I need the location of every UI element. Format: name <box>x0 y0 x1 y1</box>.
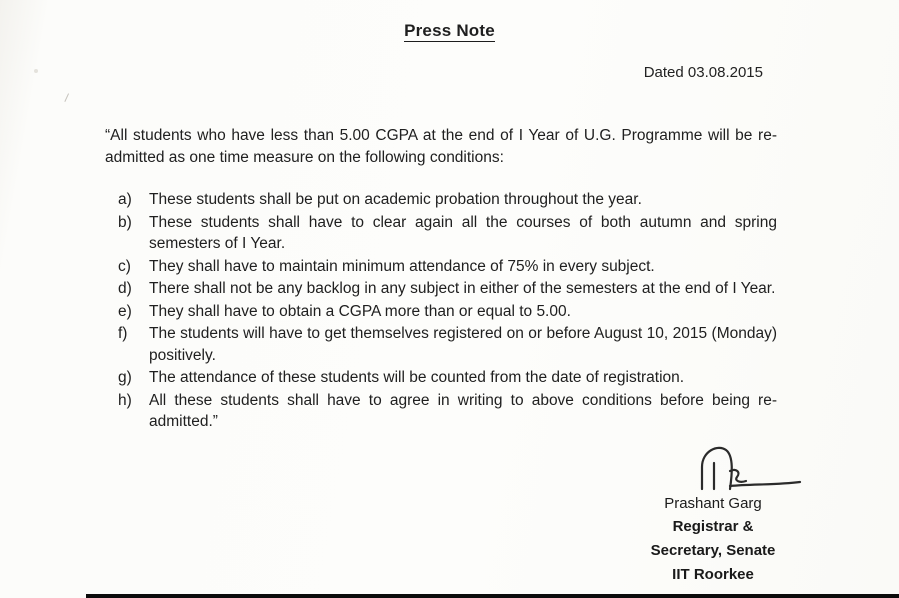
signatory-role-3: IIT Roorkee <box>672 566 754 583</box>
condition-text: These students shall be put on academic probation throughout the year. <box>149 191 642 208</box>
condition-label: e) <box>118 302 132 320</box>
conditions-list <box>118 189 777 433</box>
condition-item <box>118 212 777 255</box>
condition-item <box>118 301 777 323</box>
condition-item <box>118 256 777 278</box>
condition-label: a) <box>118 191 132 208</box>
signatory-name: Prashant Garg <box>664 495 762 512</box>
condition-item <box>118 323 777 366</box>
scan-artifact <box>64 93 72 103</box>
condition-item <box>118 390 777 433</box>
condition-label: f) <box>118 325 128 342</box>
condition-label: b) <box>118 213 132 231</box>
scan-edge-bar <box>86 594 899 598</box>
condition-text: All these students shall have to agree in writing to above conditions before being re-admitted.” <box>149 391 777 430</box>
page-title: Press Note <box>404 21 495 40</box>
condition-text: They shall have to obtain a CGPA more than or equal to 5.00. <box>149 302 571 320</box>
condition-text: The attendance of these students will be counted from the date of registration. <box>149 369 685 386</box>
handwritten-signature-icon <box>696 441 806 493</box>
condition-label: g) <box>118 369 132 386</box>
condition-text: There shall not be any backlog in any subject in either of the semesters at the end of I Year. <box>149 280 776 297</box>
condition-label: d) <box>118 280 132 297</box>
condition-item <box>118 278 777 300</box>
condition-text: They shall have to maintain minimum attendance of 75% in every subject. <box>149 257 655 275</box>
intro-paragraph: “All students who have less than 5.00 CGPA at the end of I Year of U.G. Programme will be re-admitted as one time measure on the following conditions: <box>105 127 777 166</box>
condition-item <box>118 367 777 389</box>
condition-text: These students shall have to clear again all the courses of both autumn and spring semesters of I Year. <box>149 213 777 252</box>
document-header <box>0 0 899 41</box>
scan-artifact <box>34 69 38 73</box>
signatory-role-2: Secretary, Senate <box>650 542 776 559</box>
signature-block <box>608 441 818 587</box>
condition-label: h) <box>118 391 132 409</box>
condition-text: The students will have to get themselves registered on or before August 10, 2015 (Monday) positively. <box>149 325 777 364</box>
date-line: Dated 03.08.2015 <box>643 64 763 81</box>
condition-item <box>118 189 777 211</box>
condition-label: c) <box>118 257 131 275</box>
signatory-role-1: Registrar & <box>672 518 754 535</box>
